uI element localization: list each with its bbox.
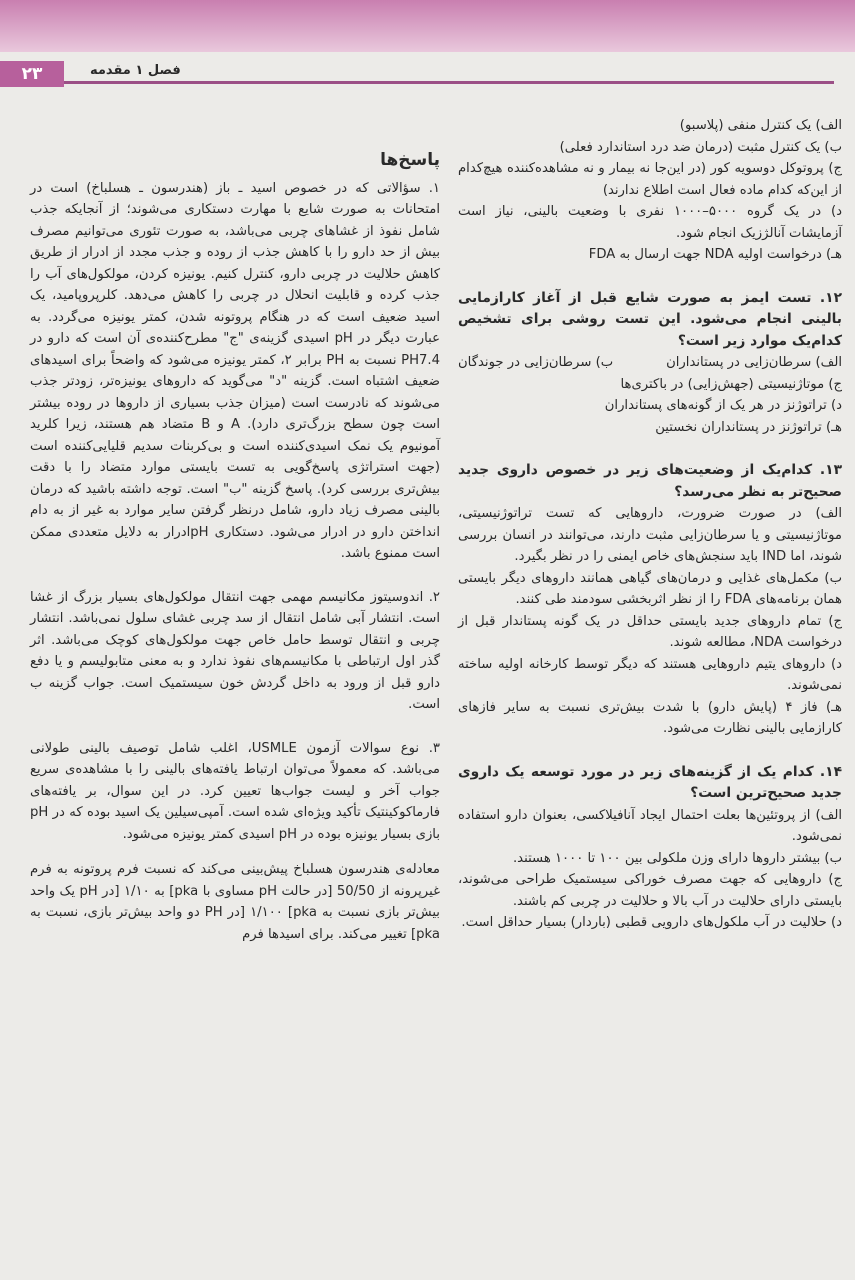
question-13: ۱۳. کدام‌یک از وضعیت‌های زیر در خصوص داروی جدید صحیح‌تر به نظر می‌رسد؟ <box>458 462 842 500</box>
page-number: ۲۳ <box>0 61 64 87</box>
header-rule <box>64 81 834 84</box>
q13-option: هـ) فاز ۴ (پایش دارو) با شدت بیش‌تری نسبت به سایر فازهای کارازمایی بالینی نظارت می‌شود. <box>458 699 842 736</box>
right-column <box>458 115 842 934</box>
q11-option: الف) یک کنترل منفی (پلاسبو) <box>679 118 842 133</box>
q12-option-b: ب) سرطان‌زایی در جوندگان <box>458 355 614 370</box>
q13-option: ج) تمام داروهای جدید بایستی حداقل در یک گونه پستاندار قبل از درخواست NDA، مطالعه شوند. <box>458 613 842 650</box>
page-header <box>0 55 855 89</box>
q11-option: د) در یک گروه ۵۰۰۰–۱۰۰۰ نفری با وضعیت بالینی، نیاز است آزمایشات آنالژزیک انجام شود. <box>458 204 843 241</box>
q12-option-row <box>458 352 842 374</box>
answer-3-continued: معادله‌ی هندرسون هسلباخ پیش‌بینی می‌کند که نسبت فرم پروتونه به فرم غیرپرونه از 50/50 [در حالت pH مساوی با pka] به ۱/۱۰ [در pH یک واحد بیش‌تر بازی نسبت به pka] ۱/۱۰۰ [در PH دو واحد بیش‌تر بازی، نسبت به pka] تغییر می‌کند. برای اسیدها فرم <box>30 862 440 942</box>
answer-1: ۱. سؤالاتی که در خصوص اسید ـ باز (هندرسون ـ هسلباخ) است در امتحانات به صورت شایع با مهارت دستکاری می‌شوند؛ از آنجایکه جذب شامل نفوذ از غشاهای چربی می‌باشد، به صورت تئوری می‌توانیم مصرف بیش از حد دارو را با کاهش جذب از روده و جذب مجدد از ادرار از طریق کاهش حلالیت در چربی دارو، کنترل کنیم. یونیزه کردن، مولکول‌های آب را جذب کرده و قابلیت انحلال در چربی را کاهش می‌دهد. کلرپروپامید، یک اسید ضعیف است که در هنگام پروتونه شدن، کمتر یونیزه می‌گردد. به عبارت دیگر در pH اسیدی گزینه‌ی "ج" مطرح‌کننده‌ی آن است که دارو در PH7.4 نسبت به PH برابر ۲، کمتر یونیزه می‌شود که واضحاً برای اسیدهای ضعیف اشتباه است. گزینه "د" می‌گوید که داروهای یونیزه‌تر، زودتر جذب می‌شوند که نادرست است (میزان جذب بسیاری از داروها در روده بیشتر است چون سطح بزرگ‌تری دارد). A و B متضاد هم هستند، زیرا کلرید آمونیوم یک نمک اسیدی‌کننده است و بی‌کربنات سدیم قلیایی‌کننده است (جهت استراتژی پاسخ‌گویی به تست بایستی موارد متضاد را با دقت بیش‌تری بررسی کرد). پاسخ گزینه "ب" است. توجه داشته باشید که درمان بالینی مصرف زیاد دارو، شامل درنظر گرفتن سایر موارد به غیر از به دام انداختن دارو در ادرار می‌شود. دستکاری pHادرار به دلایل متعددی ممکن است ممنوع باشد. <box>30 180 440 561</box>
q14-option: ب) بیشتر داروها دارای وزن ملکولی بین ۱۰۰ تا ۱۰۰۰ هستند. <box>512 850 842 866</box>
q12-option-c: ج) موتاژنیسیتی (جهش‌زایی) در باکتری‌ها <box>620 376 842 392</box>
q12-option-d: د) تراتوژنز در هر یک از گونه‌های پستانداران <box>604 398 842 413</box>
q14-option: ج) داروهایی که جهت مصرف خوراکی سیستمیک طراحی می‌شوند، بایستی دارای حلالیت در آب بالا و حلالیت در چربی کم باشند. <box>458 872 842 909</box>
answers-title: پاسخ‌ها <box>380 150 440 170</box>
top-color-band <box>0 0 855 52</box>
answer-2: ۲. اندوسیتوز مکانیسم مهمی جهت انتقال مولکول‌های بسیار بزرگ از غشا است. انتشار آبی شامل انتقال از سد چربی غشای سلول نمی‌باشد. انتشار چربی و انتقال توسط حامل خاص جهت مولکول‌های کوچک می‌باشد. اثر گذر اول ارتباطی با مکانیسم‌های نفوذ ندارد و به معنی متابولیسم و یا دفع دارو قبل از ورود به داخل گردش خون سیستمیک است. جواب گزینه ب است. <box>30 589 440 712</box>
question-12: ۱۲. تست ایمز به صورت شایع قبل از آغاز کارازمایی بالینی انجام می‌شود. این تست روشی برای تشخیص کدام‌یک موارد زیر است؟ <box>458 289 842 349</box>
q13-option: الف) در صورت ضرورت، داروهایی که تست تراتوژنیسیتی، موتاژنیسیتی و یا سرطان‌زایی مثبت دارند، می‌توانند در انسان بررسی شوند، اما IND باید سنجش‌های خاص ایمنی را در نظر بگیرد. <box>458 506 842 564</box>
question-14: ۱۴. کدام یک از گزینه‌های زیر در مورد توسعه یک داروی جدید صحیح‌ترین است؟ <box>458 763 842 801</box>
q13-option: ب) مکمل‌های غذایی و درمان‌های گیاهی همانند داروهای دیگر بایستی همان برنامه‌های FDA را از نظر اثربخشی سودمند طی کنند. <box>458 570 842 607</box>
left-column <box>30 150 440 945</box>
q11-option: ب) یک کنترل مثبت (درمان ضد درد استاندارد فعلی) <box>559 139 842 155</box>
q12-option-e: هـ) تراتوژنز در پستانداران نخستین <box>655 419 842 435</box>
q13-option: د) داروهای یتیم داروهایی هستند که دیگر توسط کارخانه اولیه ساخته نمی‌شوند. <box>458 656 842 693</box>
q14-option: الف) از پروتئین‌ها بعلت احتمال ایجاد آنافیلاکسی، بعنوان دارو استفاده نمی‌شود. <box>458 807 842 844</box>
q11-option: هـ) درخواست اولیه NDA جهت ارسال به FDA <box>588 247 842 262</box>
q11-option: ج) پروتوکل دوسویه کور (در این‌جا نه بیمار و نه مشاهده‌کننده هیچ‌کدام از این‌که کدام ماده فعال است اطلاع ندارند) <box>458 161 842 198</box>
q12-option-a: الف) سرطان‌زایی در پستانداران <box>666 355 842 370</box>
q14-option: د) حلالیت در آب ملکول‌های دارویی قطبی (باردار) بسیار حداقل است. <box>461 915 842 930</box>
chapter-title: فصل ۱ مقدمه <box>90 63 181 78</box>
answer-3: ۳. نوع سوالات آزمون USMLE، اغلب شامل توصیف بالینی طولانی می‌باشد. که معمولاً می‌توان ارتباط یافته‌های بالینی را با مشاهده‌ی سریع جواب آخر و لیست جواب‌ها تعیین کرد. در این سوال، بر یافته‌های فارماکوکینتیک تأکید ویژه‌ای شده است. آمپی‌سیلین یک اسید بوده که در pH بازی بسیار یونیزه بوده در pH اسیدی کمتر یونیزه می‌شود. <box>30 740 440 842</box>
